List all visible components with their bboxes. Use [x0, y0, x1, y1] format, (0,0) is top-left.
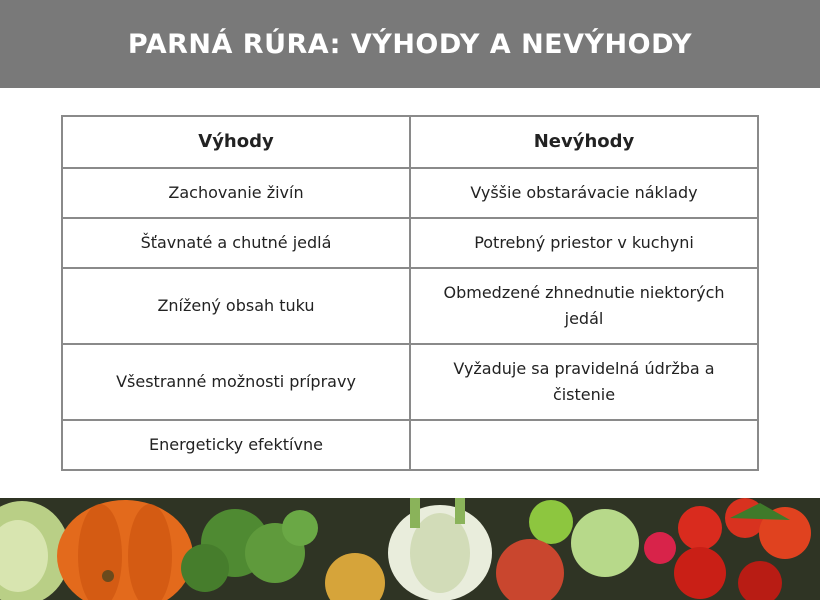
advantage-cell: Zachovanie živín	[62, 168, 410, 218]
advantage-cell: Znížený obsah tuku	[62, 268, 410, 344]
table-header-row	[62, 116, 758, 168]
disadvantage-cell	[410, 420, 758, 470]
disadvantage-cell: Vyššie obstarávacie náklady	[410, 168, 758, 218]
column-header-advantages: Výhody	[62, 116, 410, 168]
disadvantage-cell: Vyžaduje sa pravidelná údržba a čistenie	[410, 344, 758, 420]
advantage-cell: Všestranné možnosti prípravy	[62, 344, 410, 420]
vegetables-photo	[0, 498, 820, 600]
page-title: PARNÁ RÚRA: VÝHODY A NEVÝHODY	[127, 28, 693, 60]
vegetables-illustration	[0, 498, 820, 600]
comparison-table	[61, 115, 759, 471]
advantage-cell: Šťavnaté a chutné jedlá	[62, 218, 410, 268]
tomato-shape	[678, 506, 722, 550]
table-row	[62, 218, 758, 268]
table-row	[62, 168, 758, 218]
advantage-cell: Energeticky efektívne	[62, 420, 410, 470]
title-banner	[0, 0, 820, 88]
disadvantage-cell: Obmedzené zhnednutie niektorých jedál	[410, 268, 758, 344]
column-header-disadvantages: Nevýhody	[410, 116, 758, 168]
disadvantage-cell: Potrebný priestor v kuchyni	[410, 218, 758, 268]
table-row	[62, 344, 758, 420]
table-row	[62, 268, 758, 344]
table-row	[62, 420, 758, 470]
